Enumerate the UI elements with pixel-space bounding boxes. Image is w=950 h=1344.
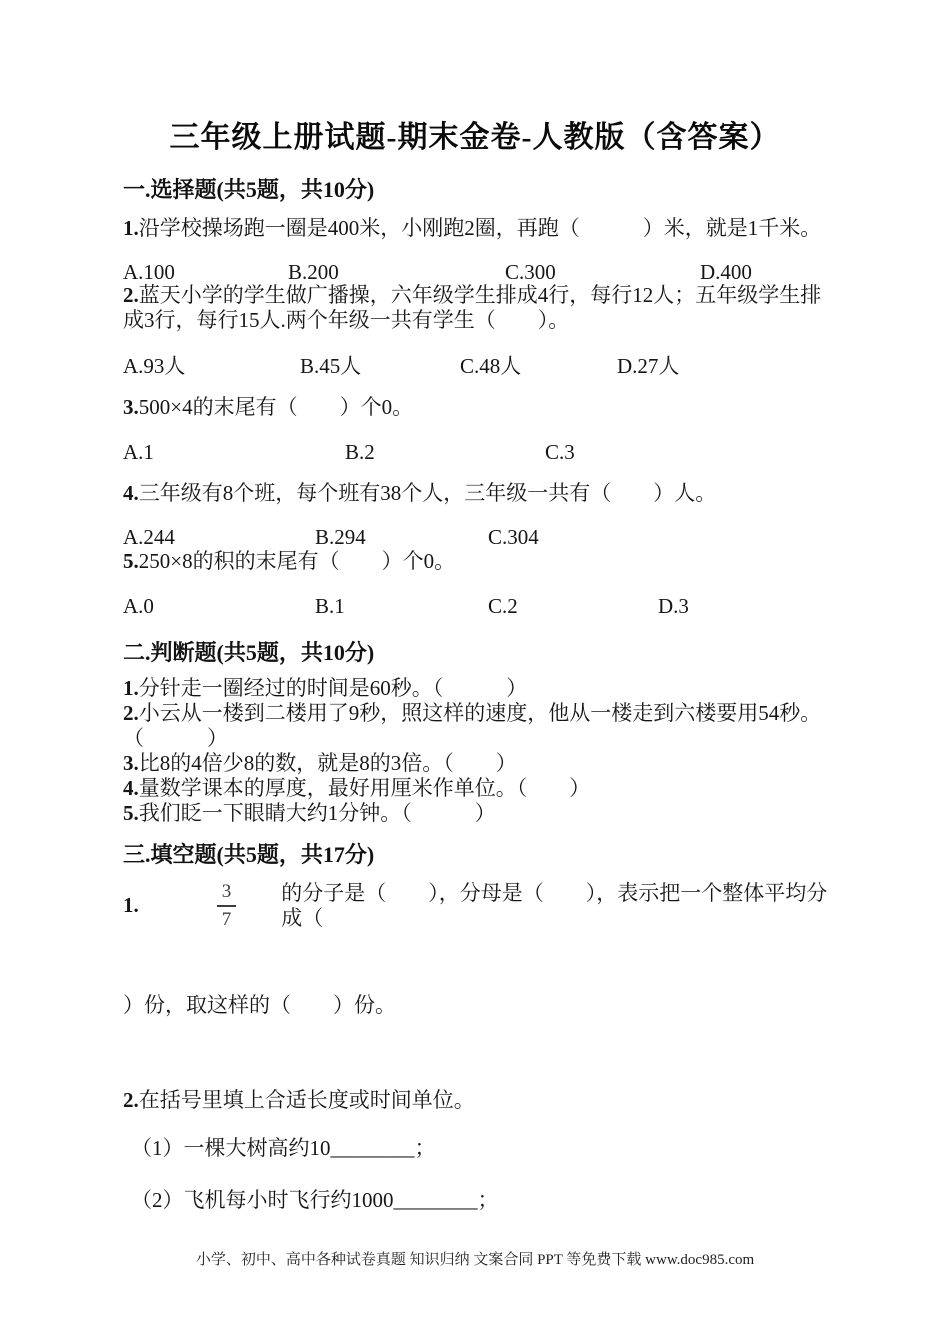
option-b: B.294	[315, 525, 366, 549]
question-text: 在括号里填上合适长度或时间单位。	[138, 1088, 475, 1112]
option-b: B.45人	[300, 354, 362, 378]
fill-question-2-sub-2	[123, 1188, 833, 1213]
section-heading-choice: 一.选择题(共5题，共10分)	[123, 177, 375, 202]
choice-question-4-options	[123, 525, 883, 551]
fraction-three-sevenths	[217, 880, 237, 932]
option-a: A.244	[123, 525, 175, 549]
option-d: D.400	[700, 260, 752, 284]
question-text: 分针走一圈经过的时间是60秒。（ ）	[138, 676, 528, 700]
option-b: B.2	[345, 440, 375, 464]
option-c: C.3	[545, 440, 575, 464]
question-number: 2.	[123, 1088, 139, 1112]
choice-question-3	[123, 395, 833, 420]
choice-question-2	[123, 283, 833, 333]
fill-question-1	[123, 880, 833, 932]
question-text: 蓝天小学的学生做广播操，六年级学生排成4行，每行12人；五年级学生排成3行，每行15人.两个年级一共有学生（ ）。	[123, 283, 822, 332]
page-title: 三年级上册试题-期末金卷-人教版（含答案）	[169, 121, 781, 154]
choice-question-5	[123, 549, 833, 574]
choice-question-1	[123, 216, 833, 241]
fill-question-2-sub-1	[123, 1136, 833, 1161]
fraction-numerator: 3	[217, 880, 237, 907]
question-text: （2）飞机每小时飞行约1000________；	[131, 1188, 499, 1212]
judge-item-1	[123, 676, 833, 701]
question-number: 5.	[123, 549, 139, 573]
question-text: 三年级有8个班，每个班有38个人，三年级一共有（ ）人。	[138, 481, 717, 505]
option-a: A.100	[123, 260, 175, 284]
choice-question-4	[123, 481, 833, 506]
option-a: A.1	[123, 440, 154, 464]
fill-question-1-continued	[123, 993, 833, 1018]
option-c: C.48人	[460, 354, 522, 378]
question-number: 3.	[123, 395, 139, 419]
choice-question-3-options	[123, 440, 883, 466]
question-number: 2.	[123, 701, 139, 725]
question-number: 1.	[123, 216, 139, 240]
fraction-denominator: 7	[221, 908, 232, 930]
option-b: B.200	[288, 260, 339, 284]
section-heading-judge: 二.判断题(共5题，共10分)	[123, 640, 375, 665]
question-text: （1）一棵大树高约10________；	[131, 1136, 436, 1160]
question-text: 比8的4倍少8的数，就是8的3倍。（ ）	[138, 751, 517, 775]
question-text: 我们眨一下眼睛大约1分钟。（ ）	[138, 801, 496, 825]
question-text: 的分子是（ ），分母是（ ），表示把一个整体平均分成（	[281, 880, 828, 930]
option-c: C.2	[488, 594, 518, 618]
section-heading-fill: 三.填空题(共5题，共17分)	[123, 842, 375, 867]
question-number: 1.	[123, 676, 139, 700]
question-number: 2.	[123, 283, 139, 307]
judge-item-4	[123, 776, 833, 801]
option-d: D.27人	[617, 354, 680, 378]
fill-question-2	[123, 1088, 833, 1113]
question-text: 500×4的末尾有（ ）个0。	[138, 395, 414, 419]
option-a: A.0	[123, 594, 154, 618]
judge-item-2	[123, 701, 833, 751]
question-number: 4.	[123, 481, 139, 505]
question-text: 小云从一楼到二楼用了9秒，照这样的速度，他从一楼走到六楼要用54秒。（ ）	[123, 701, 822, 750]
question-text: 量数学课本的厚度，最好用厘米作单位。（ ）	[138, 776, 591, 800]
site-footer: 小学、初中、高中各种试卷真题 知识归纳 文案合同 PPT 等免费下载 www.doc985.com	[195, 1252, 755, 1268]
option-d: D.3	[658, 594, 689, 618]
question-number: 1.	[123, 893, 139, 918]
option-b: B.1	[315, 594, 345, 618]
question-text: 250×8的积的末尾有（ ）个0。	[138, 549, 456, 573]
question-number: 4.	[123, 776, 139, 800]
question-text: ）份，取这样的（ ）份。	[123, 993, 396, 1017]
choice-question-2-options	[123, 350, 883, 376]
choice-question-5-options	[123, 594, 883, 620]
option-c: C.304	[488, 525, 539, 549]
option-a: A.93人	[123, 354, 186, 378]
option-c: C.300	[505, 260, 556, 284]
question-number: 5.	[123, 801, 139, 825]
judge-item-3	[123, 751, 833, 776]
judge-item-5	[123, 801, 833, 826]
question-number: 3.	[123, 751, 139, 775]
question-text: 沿学校操场跑一圈是400米，小刚跑2圈，再跑（ ）米，就是1千米。	[138, 216, 822, 240]
